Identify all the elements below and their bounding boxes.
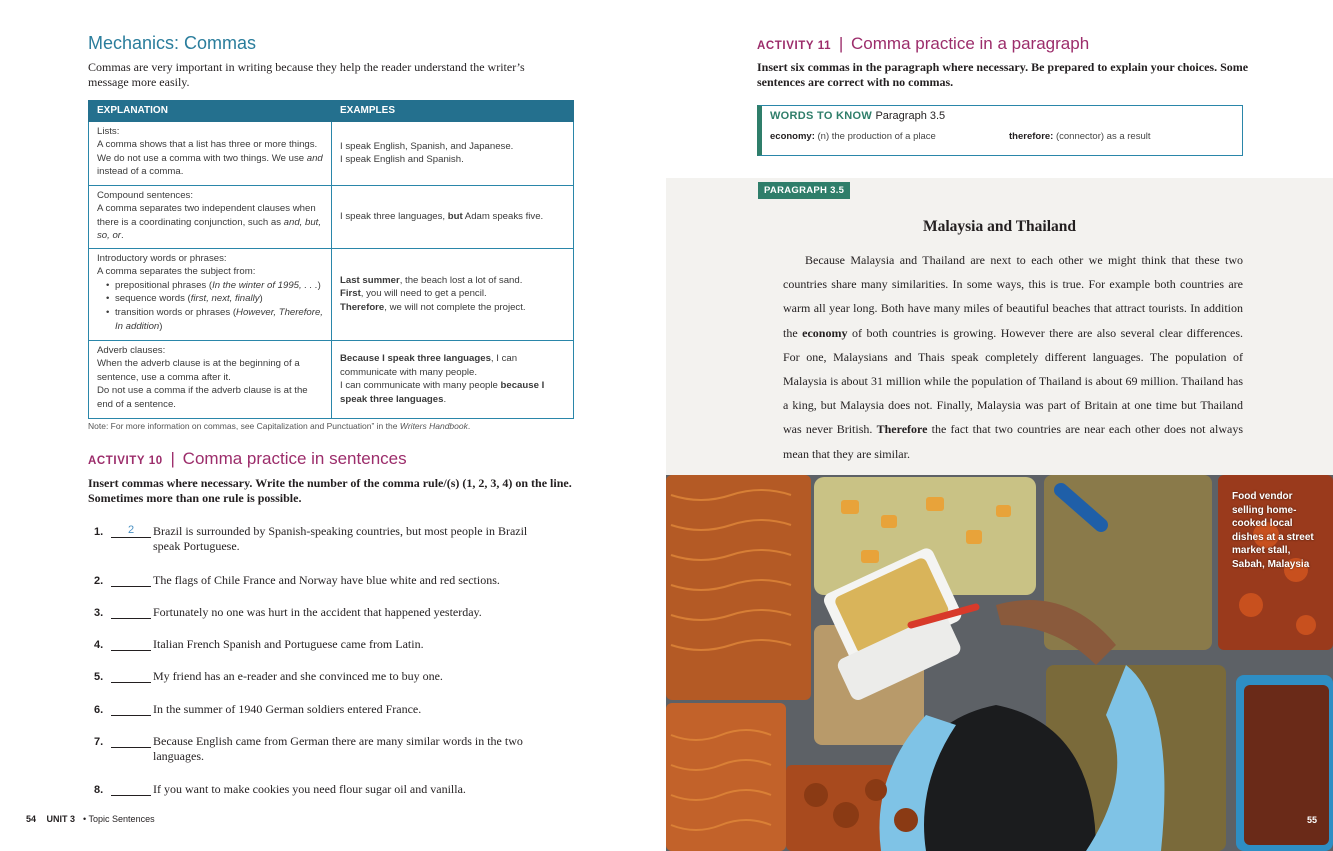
example-line: I speak English, Spanish, and Japanese. [340, 140, 514, 152]
unit-label: UNIT 3 [46, 814, 76, 824]
activity-11-instructions: Insert six commas in the paragraph where necessary. Be prepared to explain your choices. Some sentences are correct with no commas. [757, 60, 1249, 89]
table-header-examples: EXAMPLES [332, 101, 574, 122]
rule-text: A comma separates the subject from: [97, 266, 256, 278]
table-row [89, 340, 574, 418]
example-line: I speak English and Spanish. [340, 154, 464, 166]
activity-label: ACTIVITY 10 [88, 455, 163, 467]
example-line: Because I speak three languages, I can communicate with many people. [340, 352, 518, 378]
table-note: Note: For more information on commas, see Capitalization and Punctuation” in the Writers Handbook. [88, 421, 471, 431]
photo-caption: Food vendor selling home-cooked local dishes at a street market stall, Sabah, Malaysia [1232, 491, 1314, 570]
paragraph-panel [666, 178, 1333, 475]
vocab-economy: economy: (n) the production of a place [770, 131, 936, 142]
comma-rules-table [88, 100, 574, 419]
activity-separator: | [838, 34, 844, 53]
explanation-cell [89, 340, 332, 418]
activity-11-heading [757, 34, 1089, 54]
example-line: Therefore, we will not complete the project. [340, 301, 526, 313]
rule-bullets [97, 279, 323, 333]
exercise-number: 4. [94, 639, 104, 651]
exercise-sentence: If you want to make cookies you need flour sugar oil and vanilla. [153, 782, 466, 796]
exercise-number: 2. [94, 575, 104, 587]
activity-title: Comma practice in a paragraph [851, 34, 1090, 53]
examples-cell [332, 121, 574, 185]
answer-blank[interactable] [111, 573, 151, 587]
list-item: • sequence words (first, next, finally) [97, 292, 323, 306]
explanation-cell [89, 185, 332, 248]
exercise-number: 6. [94, 704, 104, 716]
explanation-cell [89, 248, 332, 340]
page-number: 55 [1306, 815, 1317, 825]
unit-topic: • Topic Sentences [83, 814, 155, 824]
exercise-number: 8. [94, 784, 104, 796]
examples-cell [332, 340, 574, 418]
exercise-sentence: The flags of Chile France and Norway have blue white and red sections. [153, 573, 500, 587]
answer-blank[interactable] [111, 605, 151, 619]
exercise-sentence: Brazil is surrounded by Spanish-speaking countries, but most people in Brazil speak Portuguese. [153, 524, 528, 553]
example-line: First, you will need to get a pencil. [340, 288, 487, 300]
exercise-number: 3. [94, 607, 104, 619]
explanation-cell [89, 121, 332, 185]
section-title: Mechanics: Commas [88, 33, 257, 53]
street-food-photo [666, 475, 1333, 851]
list-item: • prepositional phrases (In the winter of 1995, . . .) [97, 279, 323, 293]
activity-title: Comma practice in sentences [182, 449, 407, 468]
answer-blank[interactable] [111, 782, 151, 796]
exercise-number: 5. [94, 671, 104, 683]
rule-heading: Lists: [97, 125, 120, 137]
table-header-explanation: EXPLANATION [89, 101, 332, 122]
rule-heading: Compound sentences: [97, 189, 193, 201]
page-number: 54 [26, 814, 37, 824]
answer-blank[interactable] [111, 702, 151, 716]
words-to-know-heading: WORDS TO KNOW Paragraph 3.5 [770, 110, 946, 122]
activity-10-heading [88, 449, 407, 469]
rule-heading: Adverb clauses: [97, 344, 166, 356]
exercise-number: 7. [94, 736, 104, 748]
list-item: • transition words or phrases (However, Therefore, In addition) [97, 306, 323, 333]
table-row [89, 185, 574, 248]
rule-text: A comma separates two independent clauses when there is a coordinating conjunction, such as and, but, so, or. [97, 203, 322, 242]
exercise-sentence: My friend has an e-reader and she convinced me to buy one. [153, 669, 443, 683]
exercise-sentence: Italian French Spanish and Portuguese came from Latin. [153, 637, 424, 651]
table-row [89, 248, 574, 340]
page-footer-left [26, 814, 155, 824]
activity-label: ACTIVITY 11 [757, 40, 832, 52]
paragraph-body: Because Malaysia and Thailand are next to each other we might think that these two countries share many similarities. In some ways, this is true. For example both countries are warm all year long. Both have many miles of beautiful beaches that attract tourists. In addition the economy of both countries is growing. However there are also several clear differences. For one, Malaysians and Thais speak completely different languages. The population of Malaysia is about 31 million while the population of Thailand is about 69 million. Thailand has a king, but Malaysia does not. Finally, Malaysia was part of Britain at one time but Thailand was never British. Therefore the fact that two countries are near each other does not always mean that they are similar. [783, 253, 1243, 461]
vocab-therefore: therefore: (connector) as a result [1009, 131, 1151, 142]
rule-text: When the adverb clause is at the beginning of a sentence, use a comma after it. [97, 358, 300, 383]
table-header-row [89, 101, 574, 122]
exercise-number: 1. [94, 526, 104, 538]
exercise-sentence: In the summer of 1940 German soldiers entered France. [153, 702, 422, 716]
words-to-know-box [757, 105, 1243, 156]
rule-text: A comma shows that a list has three or more things. We do not use a comma with two things. We use and instead of a comma. [97, 139, 323, 178]
example-line: I speak three languages, but Adam speaks five. [340, 210, 544, 222]
example-line: Last summer, the beach lost a lot of sand. [340, 274, 523, 286]
right-page [666, 0, 1333, 851]
exercise-sentence: Fortunately no one was hurt in the accident that happened yesterday. [153, 605, 482, 619]
vocab-row [770, 131, 1234, 143]
examples-cell [332, 248, 574, 340]
rule-heading: Introductory words or phrases: [97, 252, 227, 264]
paragraph-title: Malaysia and Thailand [922, 218, 1077, 235]
section-intro: Commas are very important in writing because they help the reader understand the writer’s message more easily. [88, 60, 525, 89]
paragraph-tag: PARAGRAPH 3.5 [758, 182, 850, 199]
activity-separator: | [170, 449, 175, 468]
table-row [89, 121, 574, 185]
answer-blank[interactable] [111, 637, 151, 651]
left-page [0, 0, 666, 851]
activity-10-instructions: Insert commas where necessary. Write the number of the comma rule/(s) (1, 2, 3, 4) on the line. Sometimes more than one rule is possible. [88, 476, 572, 505]
example-line: I can communicate with many people because I speak three languages. [340, 380, 545, 405]
rule-text: Do not use a comma if the adverb clause is at the end of a sentence. [97, 385, 308, 410]
answer-blank[interactable]: 2 [111, 524, 151, 538]
examples-cell [332, 185, 574, 248]
answer-blank[interactable] [111, 734, 151, 748]
answer-blank[interactable] [111, 669, 151, 683]
exercise-sentence: Because English came from German there are many similar words in the two languages. [153, 734, 523, 763]
